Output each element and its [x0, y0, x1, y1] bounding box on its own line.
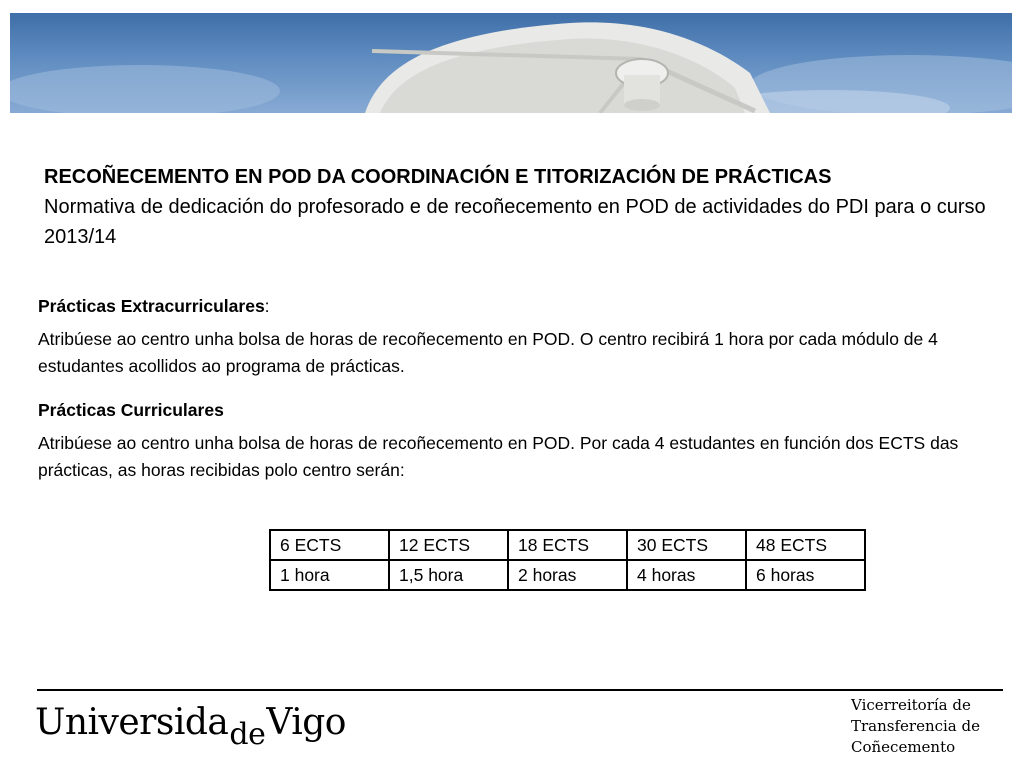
footer-divider — [37, 689, 1003, 691]
slide-subheading: Normativa de dedicación do profesorado e de recoñecemento en POD de actividades do PDI para o curso 2013/14 — [44, 196, 986, 248]
table-row-ects — [270, 530, 865, 560]
department-line: Vicerreitoría de — [851, 696, 971, 714]
table-cell: 6 horas — [746, 560, 865, 590]
department-line: Coñecemento — [851, 738, 956, 756]
department-line: Transferencia de — [851, 717, 981, 735]
table-cell: 12 ECTS — [389, 530, 508, 560]
section-text-extracurricular: Atribúese ao centro unha bolsa de horas de recoñecemento en POD. O centro recibirá 1 hora por cada módulo de 4 estudantes acollidos ao programa de prácticas. — [38, 329, 938, 376]
department-name — [851, 695, 1021, 758]
table-cell: 4 horas — [627, 560, 746, 590]
section-heading-extracurricular: Prácticas Extracurriculares: — [38, 296, 270, 316]
table-cell: 2 horas — [508, 560, 627, 590]
table-cell: 48 ECTS — [746, 530, 865, 560]
slide-body — [38, 293, 993, 484]
university-logo: Universida$_{de}$Vigo — [35, 702, 346, 752]
table-cell: 18 ECTS — [508, 530, 627, 560]
table-row-hours — [270, 560, 865, 590]
section-heading-curricular: Prácticas Curriculares — [38, 400, 224, 420]
section-text-curricular: Atribúese ao centro unha bolsa de horas de recoñecemento en POD. Por cada 4 estudantes en función dos ECTS das prácticas, as horas recibidas polo centro serán: — [38, 433, 959, 480]
slide-title — [44, 162, 994, 252]
header-banner-image — [10, 13, 1012, 113]
ects-hours-table — [269, 529, 866, 591]
table-cell: 1,5 hora — [389, 560, 508, 590]
table-cell: 6 ECTS — [270, 530, 389, 560]
table-cell: 1 hora — [270, 560, 389, 590]
satellite-dish-icon — [10, 13, 1012, 113]
table-cell: 30 ECTS — [627, 530, 746, 560]
slide-heading: RECOÑECEMENTO EN POD DA COORDINACIÓN E TITORIZACIÓN DE PRÁCTICAS — [44, 166, 832, 188]
